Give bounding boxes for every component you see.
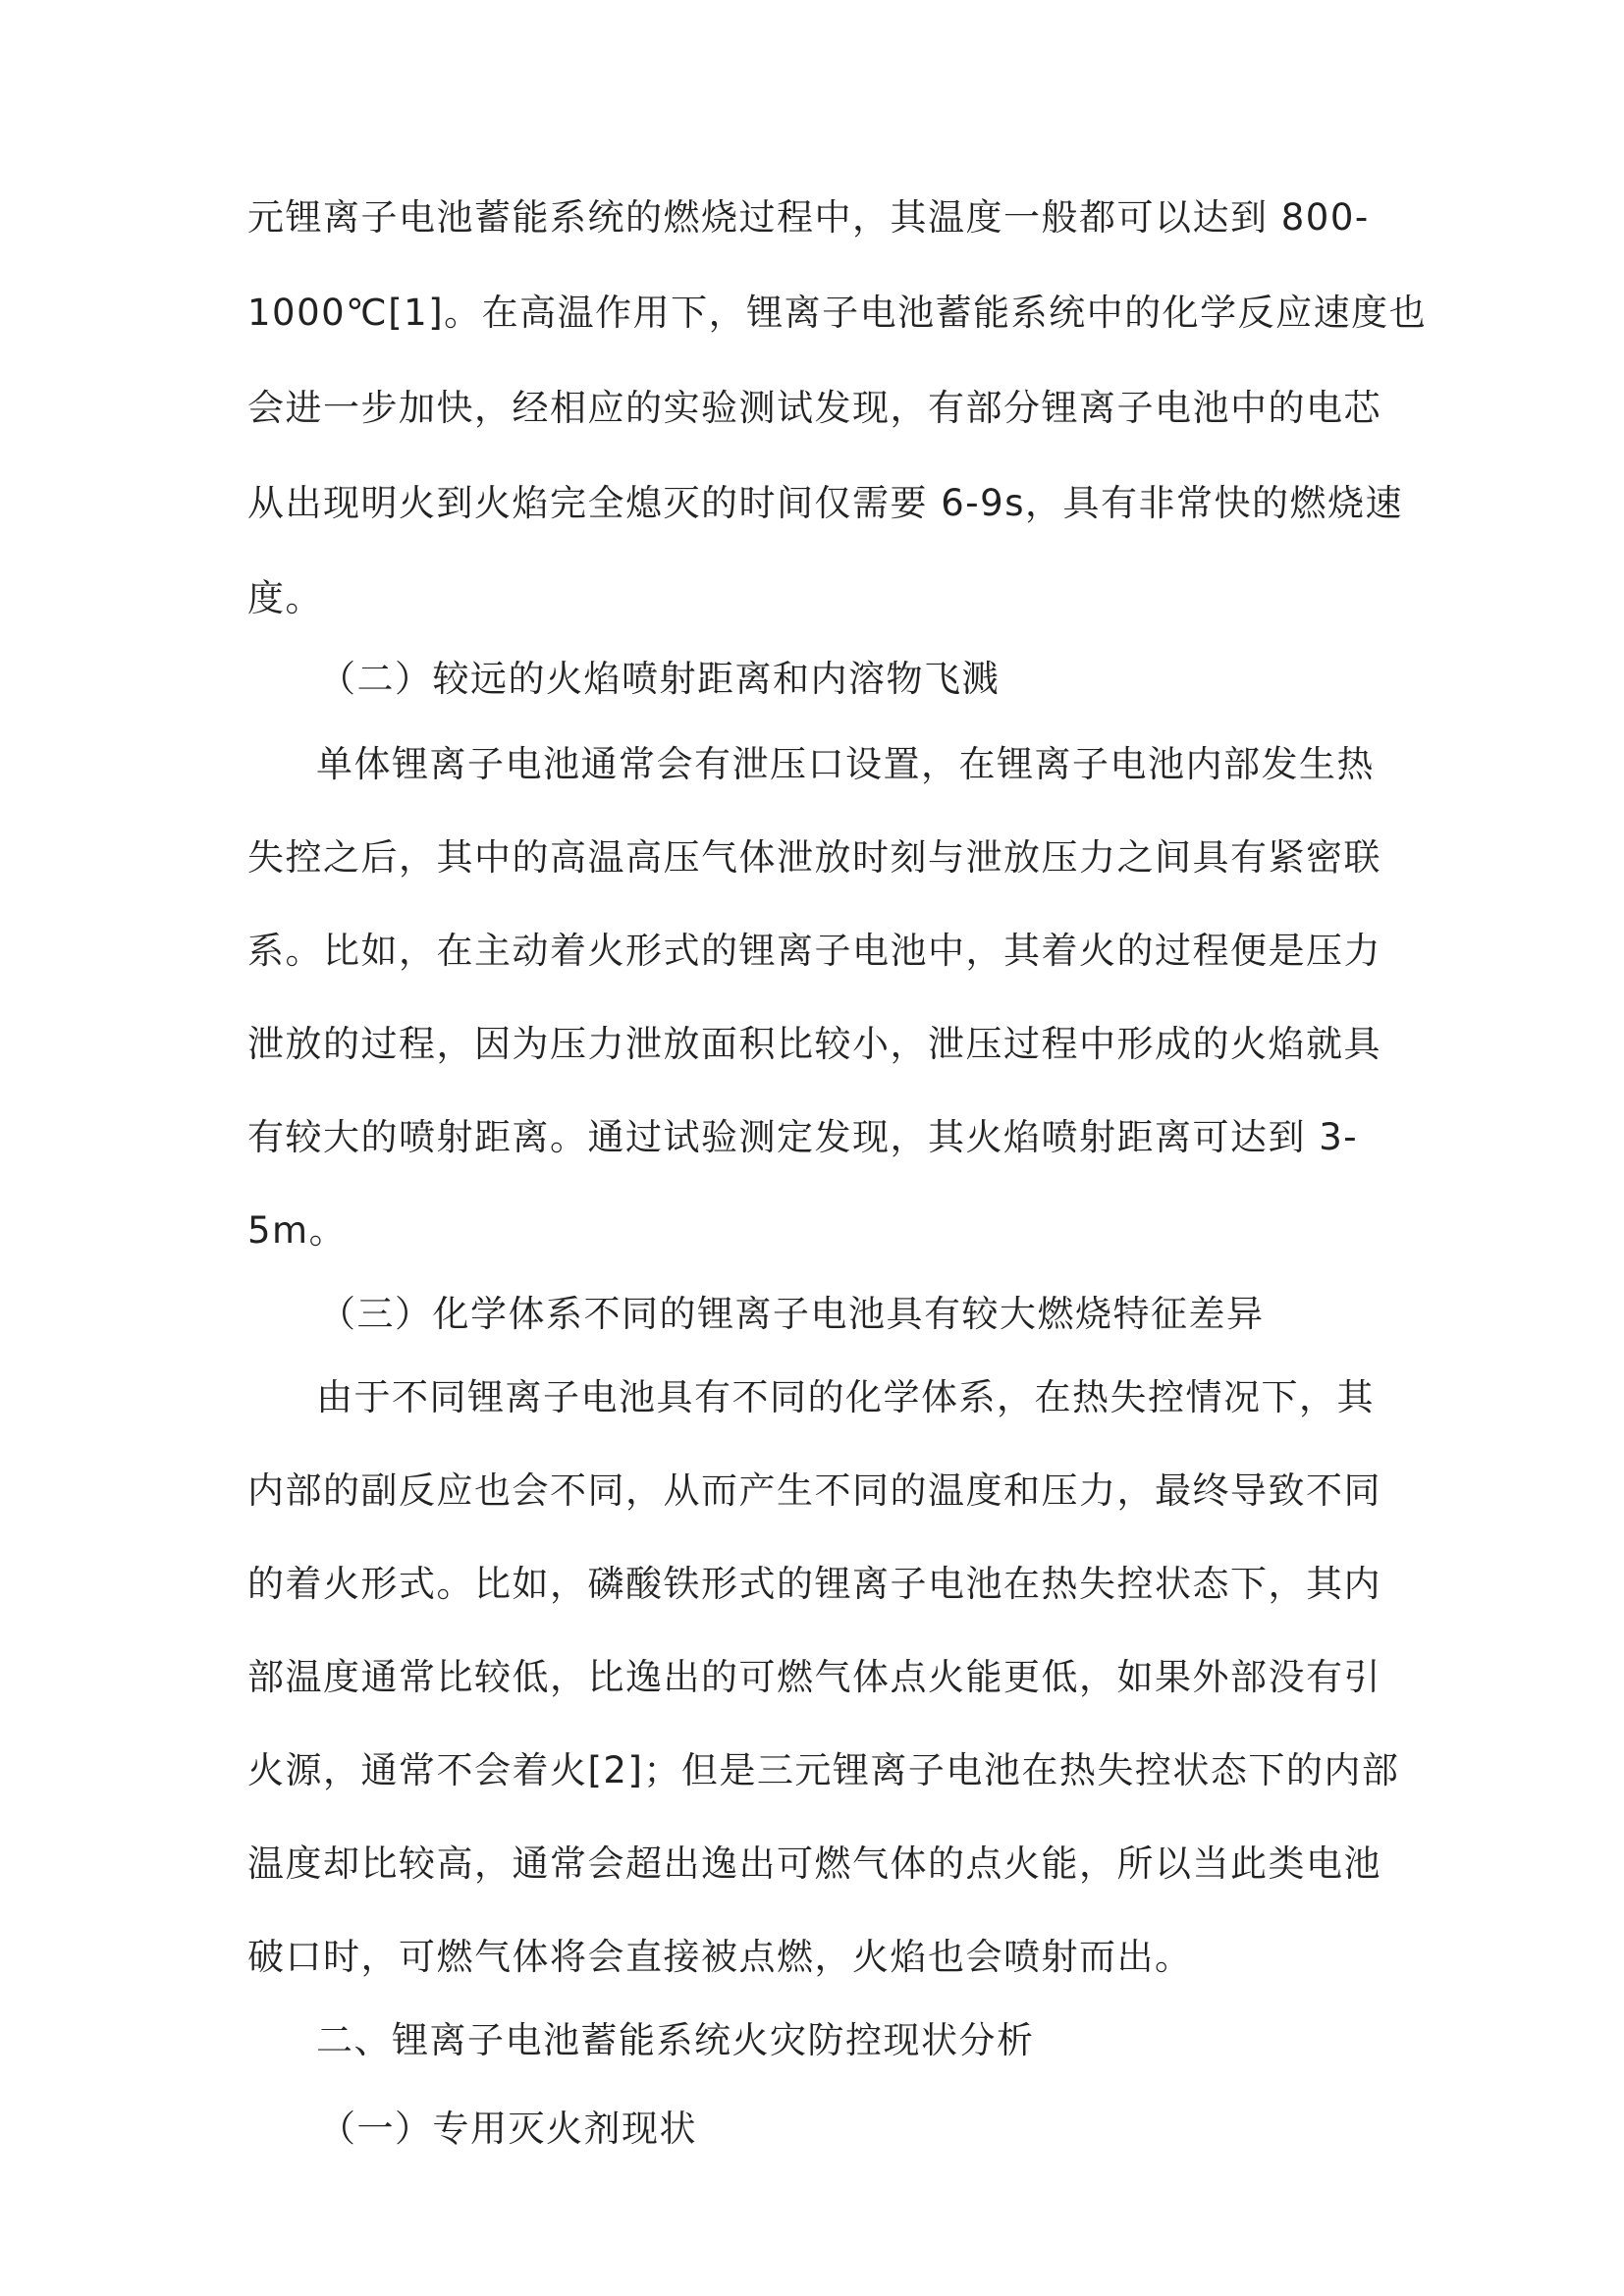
body-text-line: 元锂离子电池蓄能系统的燃烧过程中，其温度一般都可以达到 800- — [247, 196, 1370, 239]
body-text-line: 5m。 — [247, 1209, 348, 1252]
subsection-heading: （一）专用灭火剂现状 — [319, 2108, 697, 2150]
body-text-line: 系。比如，在主动着火形式的锂离子电池中，其着火的过程便是压力 — [247, 930, 1381, 972]
body-text-line: 火源，通常不会着火[2]；但是三元锂离子电池在热失控状态下的内部 — [247, 1749, 1400, 1791]
body-text-line: 由于不同锂离子电池具有不同的化学体系，在热失控情况下，其 — [316, 1376, 1375, 1418]
body-text-line: 单体锂离子电池通常会有泄压口设置，在锂离子电池内部发生热 — [316, 743, 1375, 785]
body-text-line: 失控之后，其中的高温高压气体泄放时刻与泄放压力之间具有紧密联 — [247, 836, 1381, 879]
body-text-line: 部温度通常比较低，比逸出的可燃气体点火能更低，如果外部没有引 — [247, 1656, 1381, 1698]
section-heading: （二）较远的火焰喷射距离和内溶物飞溅 — [319, 658, 1000, 700]
chapter-heading: 二、锂离子电池蓄能系统火灾防控现状分析 — [316, 2019, 1035, 2061]
body-text-line: 从出现明火到火焰完全熄灭的时间仅需要 6-9s，具有非常快的燃烧速 — [247, 482, 1403, 524]
body-text-line: 破口时，可燃气体将会直接被点燃，火焰也会喷射而出。 — [247, 1936, 1193, 1978]
body-text-line: 1000℃[1]。在高温作用下，锂离子电池蓄能系统中的化学反应速度也 — [247, 292, 1428, 334]
body-text-line: 温度却比较高，通常会超出逸出可燃气体的点火能，所以当此类电池 — [247, 1842, 1381, 1885]
body-text-line: 内部的副反应也会不同，从而产生不同的温度和压力，最终导致不同 — [247, 1469, 1381, 1512]
body-text-line: 度。 — [247, 577, 323, 619]
body-text-line: 泄放的过程，因为压力泄放面积比较小，泄压过程中形成的火焰就具 — [247, 1023, 1381, 1065]
body-text-line: 的着火形式。比如，磷酸铁形式的锂离子电池在热失控状态下，其内 — [247, 1563, 1381, 1605]
body-text-line: 会进一步加快，经相应的实验测试发现，有部分锂离子电池中的电芯 — [247, 387, 1381, 429]
section-heading: （三）化学体系不同的锂离子电池具有较大燃烧特征差异 — [319, 1293, 1265, 1335]
body-text-line: 有较大的喷射距离。通过试验测定发现，其火焰喷射距离可达到 3- — [247, 1116, 1359, 1158]
